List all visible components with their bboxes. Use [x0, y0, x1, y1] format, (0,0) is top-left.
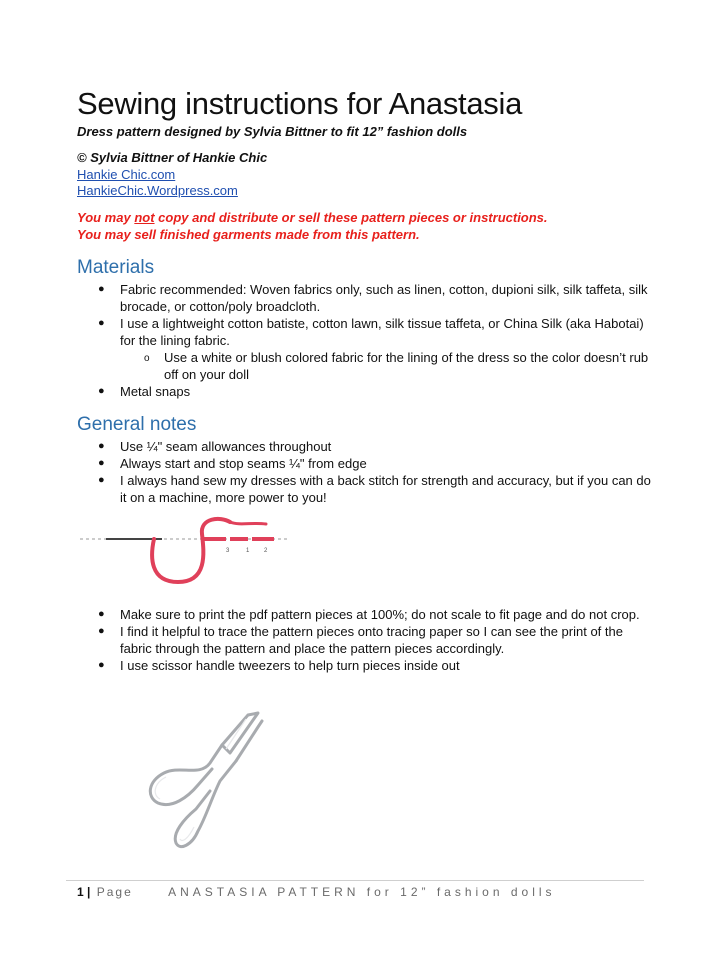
bullet-icon: ● [98, 385, 105, 397]
list-item [96, 383, 656, 400]
list-item-text: I find it helpful to trace the pattern pieces onto tracing paper so I can see the print of the fabric through the pattern and place the pattern pieces accordingly. [120, 624, 623, 656]
bullet-icon: ● [98, 608, 105, 620]
bullet-icon: ● [98, 625, 105, 637]
list-item-text: Fabric recommended: Woven fabrics only, such as linen, cotton, dupioni silk, silk taffeta, silk brocade, or cotton/poly broadcloth. [120, 282, 648, 314]
list-item-text: I use scissor handle tweezers to help turn pieces inside out [120, 658, 460, 673]
scissor-tweezers-icon [140, 705, 280, 855]
general-notes-list [96, 438, 656, 506]
warning-text-after: copy and distribute or sell these pattern pieces or instructions. [154, 210, 548, 225]
list-item [96, 606, 656, 623]
materials-list [96, 281, 656, 400]
thread-loop [152, 519, 230, 582]
page-title: Sewing instructions for Anastasia [77, 86, 523, 121]
copyright-line: © Sylvia Bittner of Hankie Chic [77, 150, 268, 165]
footer-divider [66, 880, 644, 881]
stitch-label-2: 2 [264, 548, 268, 554]
bullet-icon: ● [98, 659, 105, 671]
warning-text-before: You may [77, 210, 135, 225]
warning-line-1 [77, 210, 548, 225]
list-item-text: I use a lightweight cotton batiste, cotton lawn, silk tissue taffeta, or China Silk (aka Habotai) for the lining fabric. [120, 316, 644, 348]
list-item [96, 472, 656, 506]
list-item-text: I always hand sew my dresses with a back stitch for strength and accuracy, but if you can do it on a machine, more power to you! [120, 473, 651, 505]
bullet-icon: ● [98, 457, 105, 469]
general-notes-list-continued [96, 606, 656, 674]
list-item-text: Use ¼" seam allowances throughout [120, 439, 332, 454]
list-item [96, 281, 656, 315]
stitch-label-3: 3 [226, 548, 230, 554]
materials-heading: Materials [77, 257, 155, 278]
sub-list-item-text: Use a white or blush colored fabric for the lining of the dress so the color doesn’t rub off on your doll [164, 350, 649, 382]
warning-not: not [134, 210, 155, 225]
circle-bullet-icon: o [144, 353, 150, 364]
hankie-chic-link[interactable]: Hankie Chic.com [77, 167, 176, 182]
page-number: 1 [77, 885, 84, 899]
list-item [96, 315, 656, 383]
bullet-icon: ● [98, 283, 105, 295]
materials-sublist [120, 349, 656, 383]
bullet-icon: ● [98, 317, 105, 329]
stitch-label-1: 1 [246, 548, 250, 554]
list-item-text: Make sure to print the pdf pattern pieces at 100%; do not scale to fit page and do not crop. [120, 607, 640, 622]
subtitle: Dress pattern designed by Sylvia Bittner to fit 12” fashion dolls [77, 124, 468, 139]
footer-separator: | [87, 885, 91, 899]
list-item-text: Always start and stop seams ¼" from edge [120, 456, 367, 471]
list-item [96, 623, 656, 657]
general-notes-heading: General notes [77, 414, 197, 435]
document-label: ANASTASIA PATTERN for 12” fashion dolls [168, 885, 556, 899]
list-item [96, 657, 656, 674]
back-stitch-diagram [80, 512, 290, 590]
list-item [96, 455, 656, 472]
bullet-icon: ● [98, 474, 105, 486]
list-item [96, 438, 656, 455]
wordpress-link[interactable]: HankieChic.Wordpress.com [77, 183, 238, 198]
page-label: Page [96, 885, 133, 899]
warning-line-2: You may sell finished garments made from this pattern. [77, 227, 420, 242]
thread-tail [230, 522, 266, 524]
bullet-icon: ● [98, 440, 105, 452]
list-item-text: Metal snaps [120, 384, 191, 399]
sub-list-item [120, 349, 656, 383]
footer [77, 885, 556, 899]
